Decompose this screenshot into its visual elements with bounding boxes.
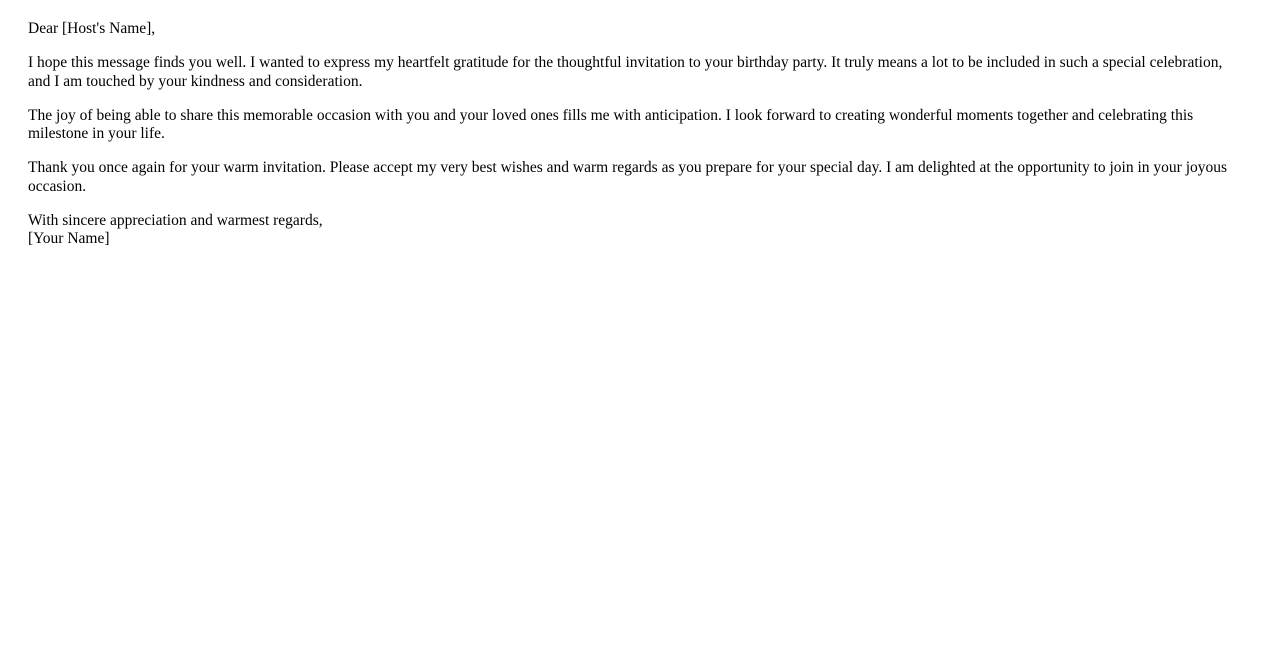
letter-body (28, 20, 1232, 249)
closing-block (28, 212, 1232, 249)
body-paragraph-3: Thank you once again for your warm invitation. Please accept my very best wishes and warm regards as you prepare for your special day. I am delighted at the opportunity to join in your joyous occasion. (28, 159, 1228, 195)
body-paragraph-2: The joy of being able to share this memorable occasion with you and your loved ones fills me with anticipation. I look forward to creating wonderful moments together and celebrating this milestone in your life. (28, 106, 1194, 143)
salutation-line: Dear [Host's Name], (28, 20, 156, 37)
body-paragraph-1: I hope this message finds you well. I wanted to express my heartfelt gratitude for the thoughtful invitation to your birthday party. It truly means a lot to be included in such a special celebration, and I am touched by your kindness and consideration. (28, 54, 1223, 90)
signature-line: [Your Name] (28, 230, 110, 248)
closing-line: With sincere appreciation and warmest regards, (28, 211, 323, 229)
